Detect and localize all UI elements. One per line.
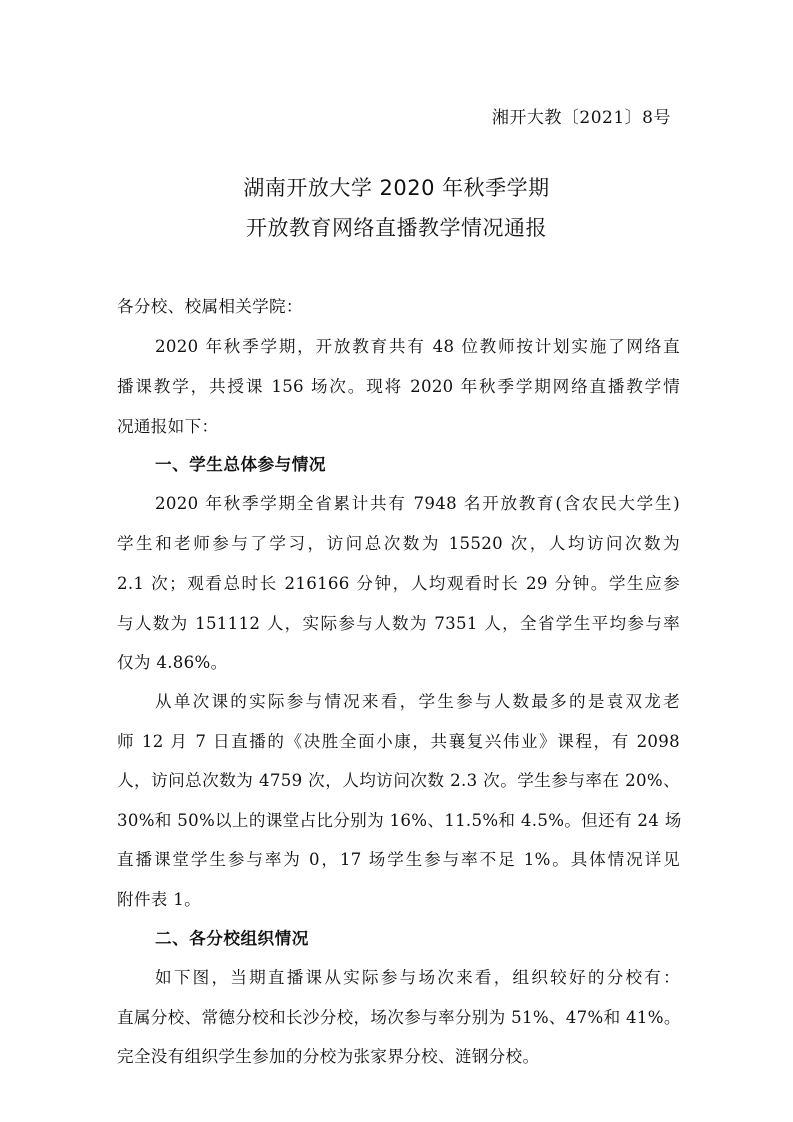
- section-2-para-1-line: 直属分校、常德分校和长沙分校，场次参与率分别为 51%、47%和 41%。: [117, 1008, 681, 1027]
- document-number: 湘开大教〔2021〕8号: [491, 108, 671, 128]
- section-1-para-1-line: 2.1 次；观看总时长 216166 分钟，人均观看时长 29 分钟。学生应参: [117, 574, 680, 593]
- section-2-para-1-line: 完全没有组织学生参加的分校为张家界分校、涟钢分校。: [117, 1047, 540, 1066]
- intro-line: 况通报如下：: [117, 417, 219, 436]
- section-1-para-2-line: 从单次课的实际参与情况来看，学生参与人数最多的是袁双龙老: [155, 692, 680, 711]
- salutation: 各分校、校属相关学院：: [117, 297, 303, 316]
- section-1-para-1-line: 2020 年秋季学期全省累计共有 7948 名开放教育(含农民大学生): [155, 494, 680, 513]
- section-2-para-1-line: 如下图，当期直播课从实际参与场次来看，组织较好的分校有：: [155, 968, 680, 987]
- section-1-para-2-line: 30%和 50%以上的课堂占比分别为 16%、11.5%和 4.5%。但还有 24 场: [117, 811, 682, 830]
- section-2-heading: 二、各分校组织情况: [155, 929, 309, 948]
- intro-line: 播课教学，共授课 156 场次。现将 2020 年秋季学期网络直播教学情: [117, 377, 680, 396]
- section-1-para-1-line: 仅为 4.86%。: [117, 653, 228, 672]
- section-1-para-2-line: 师 12 月 7 日直播的《决胜全面小康，共襄复兴伟业》课程，有 2098: [117, 732, 680, 751]
- section-1-heading: 一、学生总体参与情况: [155, 455, 326, 474]
- document-title-line-1: 湖南开放大学 2020 年秋季学期: [243, 176, 550, 200]
- section-1-para-2-line: 人，访问总次数为 4759 次，人均访问次数 2.3 次。学生参与率在 20%、: [117, 771, 680, 790]
- section-1-para-1-line: 学生和老师参与了学习，访问总次数为 15520 次，人均访问次数为: [117, 534, 680, 553]
- section-1-para-1-line: 与人数为 151112 人，实际参与人数为 7351 人，全省学生平均参与率: [117, 614, 680, 633]
- intro-line: 2020 年秋季学期，开放教育共有 48 位教师按计划实施了网络直: [155, 337, 680, 356]
- section-1-para-2-line: 附件表 1。: [117, 890, 202, 909]
- document-title-line-2: 开放教育网络直播教学情况通报: [246, 216, 547, 240]
- section-1-para-2-line: 直播课堂学生参与率为 0，17 场学生参与率不足 1%。具体情况详见: [117, 850, 680, 869]
